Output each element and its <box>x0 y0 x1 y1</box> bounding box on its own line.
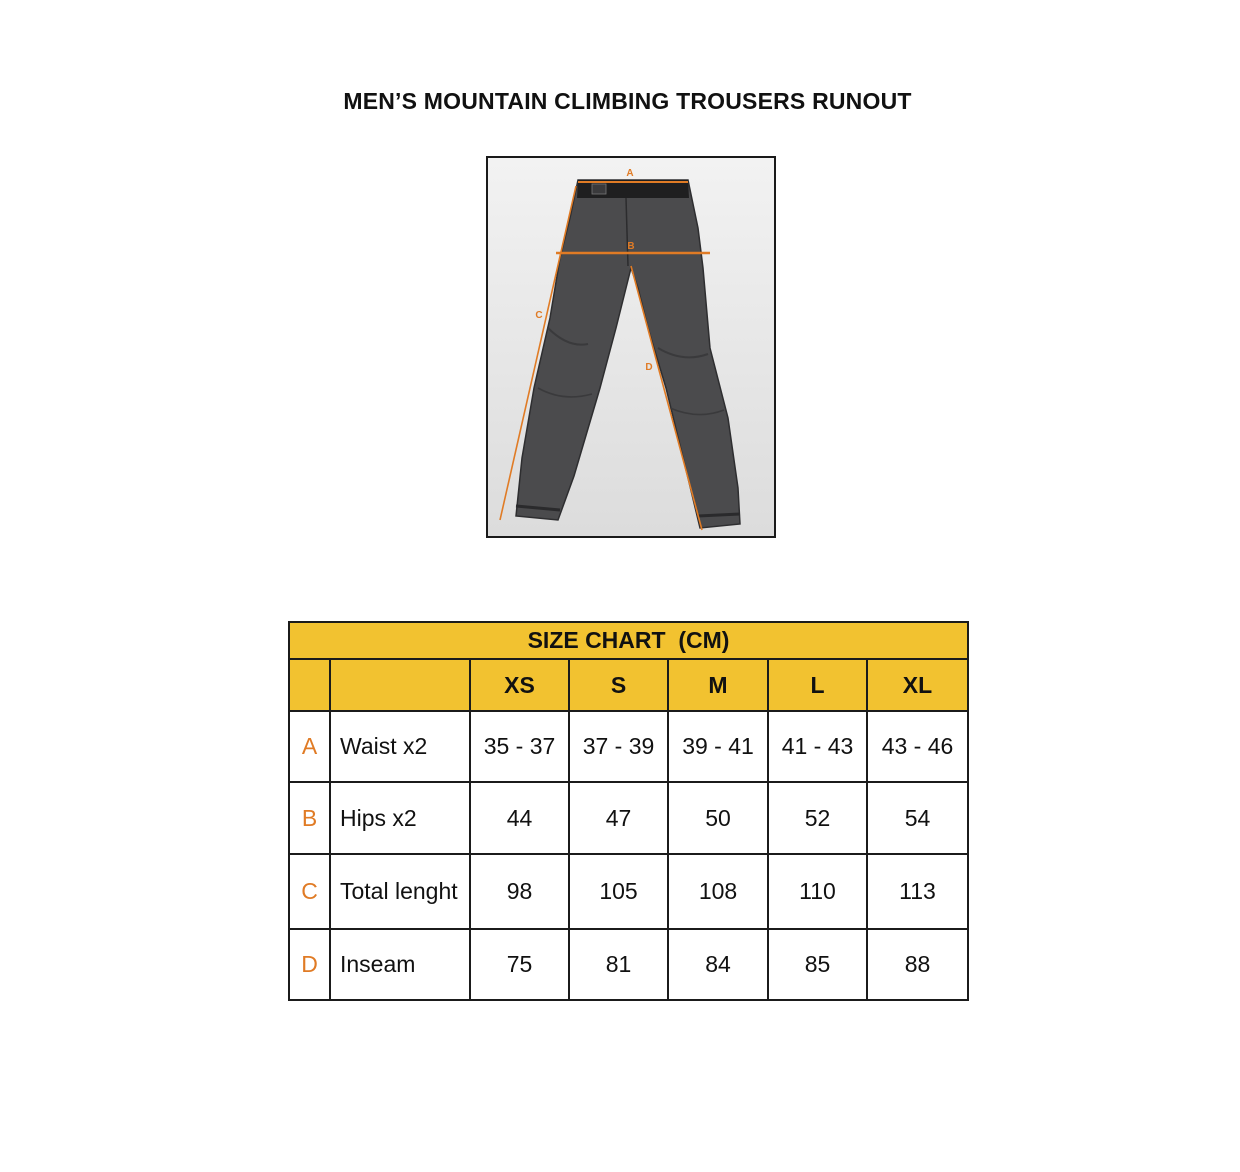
cell-hips-s: 47 <box>569 782 668 854</box>
cell-inseam-xl: 88 <box>867 929 968 1000</box>
belt-buckle <box>592 184 606 194</box>
size-header-l: L <box>768 659 867 711</box>
row-label-total-length: Total lenght <box>330 854 470 929</box>
size-chart-heading: SIZE CHART (CM) <box>289 622 968 659</box>
size-header-xl: XL <box>867 659 968 711</box>
size-header-m: M <box>668 659 768 711</box>
cell-length-xl: 113 <box>867 854 968 929</box>
marker-c: C <box>535 310 543 321</box>
page-title: MEN’S MOUNTAIN CLIMBING TROUSERS RUNOUT <box>343 88 912 114</box>
table-row-waist <box>289 711 968 782</box>
row-letter-b: B <box>289 782 330 854</box>
size-chart-table <box>288 621 969 1001</box>
cell-waist-s: 37 - 39 <box>569 711 668 782</box>
cell-length-l: 110 <box>768 854 867 929</box>
marker-b: B <box>627 241 635 252</box>
trousers-photo <box>486 156 776 538</box>
cell-length-xs: 98 <box>470 854 569 929</box>
size-header-xs: XS <box>470 659 569 711</box>
cell-hips-xl: 54 <box>867 782 968 854</box>
cell-waist-xs: 35 - 37 <box>470 711 569 782</box>
cell-inseam-l: 85 <box>768 929 867 1000</box>
size-header-s: S <box>569 659 668 711</box>
header-blank-label <box>330 659 470 711</box>
cell-inseam-m: 84 <box>668 929 768 1000</box>
cuff-right <box>698 514 740 516</box>
cell-inseam-xs: 75 <box>470 929 569 1000</box>
marker-d: D <box>645 362 653 373</box>
table-row-inseam <box>289 929 968 1000</box>
cell-length-s: 105 <box>569 854 668 929</box>
row-letter-a: A <box>289 711 330 782</box>
table-row-total-length <box>289 854 968 929</box>
marker-a: A <box>626 168 634 179</box>
cell-waist-m: 39 - 41 <box>668 711 768 782</box>
row-letter-d: D <box>289 929 330 1000</box>
cell-inseam-s: 81 <box>569 929 668 1000</box>
header-blank-letter <box>289 659 330 711</box>
row-label-waist: Waist x2 <box>330 711 470 782</box>
cell-waist-xl: 43 - 46 <box>867 711 968 782</box>
row-letter-c: C <box>289 854 330 929</box>
row-label-inseam: Inseam <box>330 929 470 1000</box>
size-header-row <box>289 659 968 711</box>
cell-hips-xs: 44 <box>470 782 569 854</box>
row-label-hips: Hips x2 <box>330 782 470 854</box>
table-row-hips <box>289 782 968 854</box>
cell-length-m: 108 <box>668 854 768 929</box>
cell-hips-l: 52 <box>768 782 867 854</box>
cell-hips-m: 50 <box>668 782 768 854</box>
trousers-illustration <box>488 158 774 536</box>
cell-waist-l: 41 - 43 <box>768 711 867 782</box>
